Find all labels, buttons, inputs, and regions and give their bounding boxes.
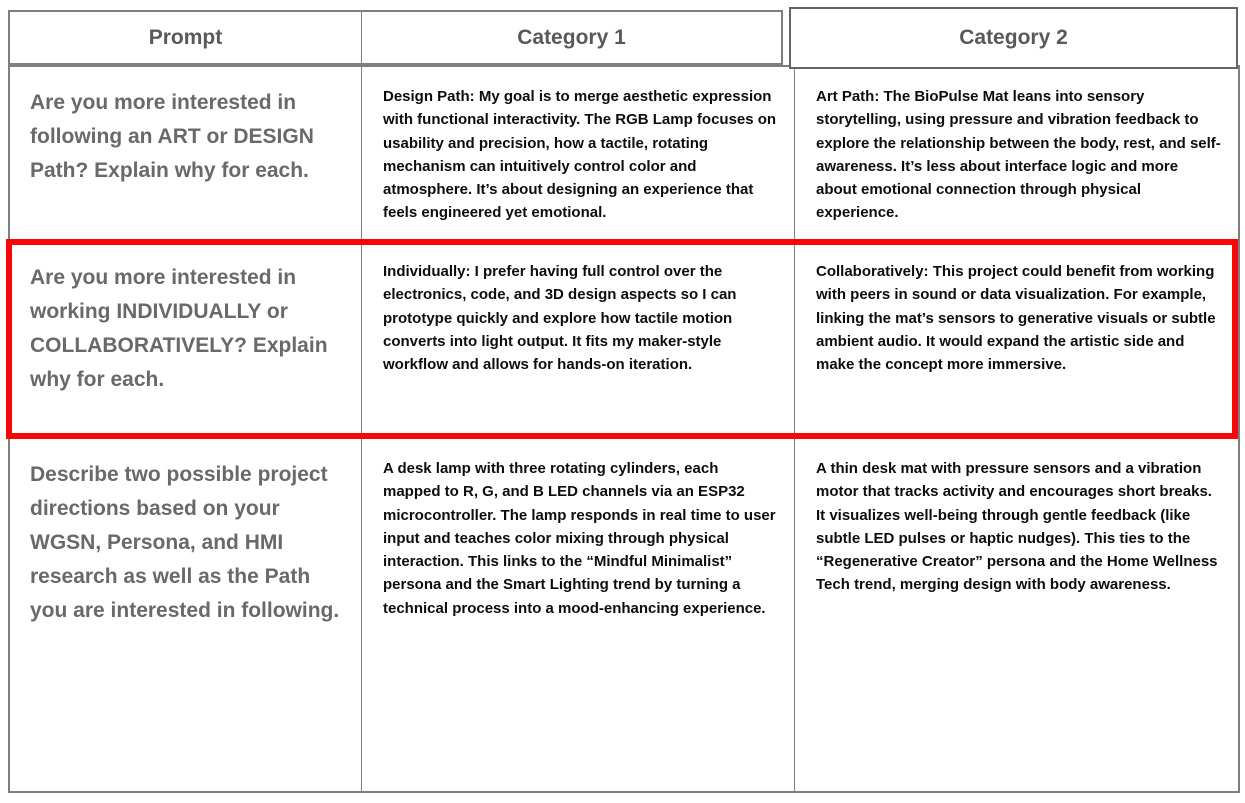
answer-text: Design Path: My goal is to merge aesthetic expression with functional interactivity. The RGB Lamp focuses on usability and precision, how a tactile, rotating mechanism can intuitively control color and atmosphere. It’s about designing an experience that feels engineered yet emotional. (383, 88, 777, 222)
table-row-1-category-2-cell (795, 67, 1238, 242)
prompt-text: Describe two possible project directions based on your WGSN, Persona, and HMI research as well as the Path you are interested in following. (30, 463, 340, 623)
header-label-prompt: Prompt (148, 25, 223, 49)
table-row-1-prompt-cell (10, 67, 362, 242)
header-label-category-1: Category 1 (517, 25, 626, 49)
table-row-3-category-2-cell (795, 439, 1238, 791)
table-header-row (8, 10, 783, 65)
table-row-3-category-1-cell (362, 439, 795, 791)
answer-text: Art Path: The BioPulse Mat leans into sensory storytelling, using pressure and vibration feedback to explore the relationship between the body, rest, and self-awareness. It’s less about interface logic and more about emotional connection through physical experience. (816, 88, 1221, 222)
table-row-1-category-1-cell (362, 67, 795, 242)
answer-text: A desk lamp with three rotating cylinders, each mapped to R, G, and B LED channels via an ESP32 microcontroller. The lamp responds in real time to user input and teaches color mixing through physical interaction. This links to the “Mindful Minimalist” persona and the Smart Lighting trend by turning a technical process into a mood-enhancing experience. (383, 460, 776, 617)
header-cell-category-1 (362, 12, 781, 63)
prompt-text: Are you more interested in working INDIVIDUALLY or COLLABORATIVELY? Explain why for each. (30, 266, 328, 392)
table-row-2-category-2-cell (795, 242, 1238, 439)
table-row-2-prompt-cell (10, 242, 362, 439)
answer-text: A thin desk mat with pressure sensors and a vibration motor that tracks activity and encourages short breaks. It visualizes well-being through gentle feedback (like subtle LED pulses or haptic nudges). This ties to the “Regenerative Creator” persona and the Home Wellness Tech trend, merging design with body awareness. (816, 460, 1218, 594)
answer-text: Individually: I prefer having full control over the electronics, code, and 3D design aspects so I can prototype quickly and explore how tactile motion converts into light output. It fits my maker-style workflow and allows for hands-on iteration. (383, 263, 737, 373)
table-body (8, 65, 1240, 793)
header-cell-category-2 (789, 7, 1238, 69)
answer-text: Collaboratively: This project could benefit from working with peers in sound or data visualization. For example, linking the mat’s sensors to generative visuals or subtle ambient audio. It would expand the artistic side and make the concept more immersive. (816, 263, 1216, 373)
header-cell-prompt (10, 12, 362, 63)
table-row-3-prompt-cell (10, 439, 362, 791)
header-label-category-2: Category 2 (959, 26, 1068, 49)
prompt-text: Are you more interested in following an ART or DESIGN Path? Explain why for each. (30, 91, 314, 183)
table-row-2-category-1-cell (362, 242, 795, 439)
